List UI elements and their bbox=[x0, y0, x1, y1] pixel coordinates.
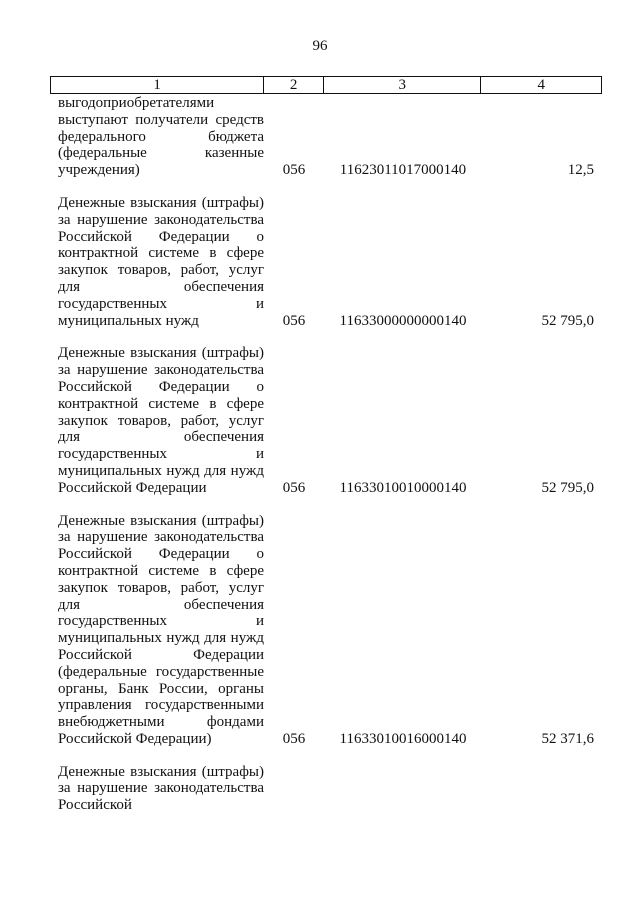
page-number: 96 bbox=[312, 38, 328, 54]
row-description: Денежные взыскания (штрафы) за нарушение законодательства Российской bbox=[58, 763, 264, 814]
table-row bbox=[50, 513, 602, 748]
header-col-1: 1 bbox=[51, 77, 264, 93]
row-code: 056 bbox=[282, 479, 306, 496]
row-description: выгодоприобретателями выступают получатели средств федерального бюджета (федеральные казенные учреждения) bbox=[58, 95, 264, 179]
table-row bbox=[50, 195, 602, 329]
table-header bbox=[50, 76, 602, 94]
row-code: 056 bbox=[282, 730, 306, 747]
header-col-2: 2 bbox=[264, 77, 324, 93]
row-description: Денежные взыскания (штрафы) за нарушение законодательства Российской Федерации о контрактной системе в сфере закупок товаров, работ, услуг для обеспечения государственных и муниципальных нужд для нужд Российской Федерации (федеральные государственные органы, Банк России, органы управления государственными внебюджетными фондами Российской Федерации) bbox=[58, 512, 264, 747]
row-code: 056 bbox=[282, 162, 306, 179]
header-col-4: 4 bbox=[537, 76, 545, 93]
table-body bbox=[50, 95, 602, 814]
row-amount: 52 795,0 bbox=[541, 479, 594, 496]
table-row bbox=[50, 95, 602, 179]
table-row bbox=[50, 764, 602, 814]
header-col-3: 3 bbox=[324, 77, 481, 93]
row-amount: 52 371,6 bbox=[541, 730, 594, 747]
row-kbk: 11633010010000140 bbox=[339, 479, 467, 496]
row-code: 056 bbox=[282, 312, 306, 329]
row-amount: 12,5 bbox=[567, 162, 594, 179]
table-row bbox=[50, 345, 602, 496]
row-amount: 52 795,0 bbox=[541, 312, 594, 329]
row-kbk: 11633010016000140 bbox=[339, 730, 467, 747]
row-kbk: 11623011017000140 bbox=[339, 162, 467, 179]
row-description: Денежные взыскания (штрафы) за нарушение законодательства Российской Федерации о контрактной системе в сфере закупок товаров, работ, услуг для обеспечения государственных и муниципальных нужд для нужд Российской Федерации bbox=[58, 345, 264, 496]
row-description: Денежные взыскания (штрафы) за нарушение законодательства Российской Федерации о контрактной системе в сфере закупок товаров, работ, услуг для обеспечения государственных и муниципальных нужд bbox=[58, 194, 264, 329]
row-kbk: 11633000000000140 bbox=[339, 312, 467, 329]
